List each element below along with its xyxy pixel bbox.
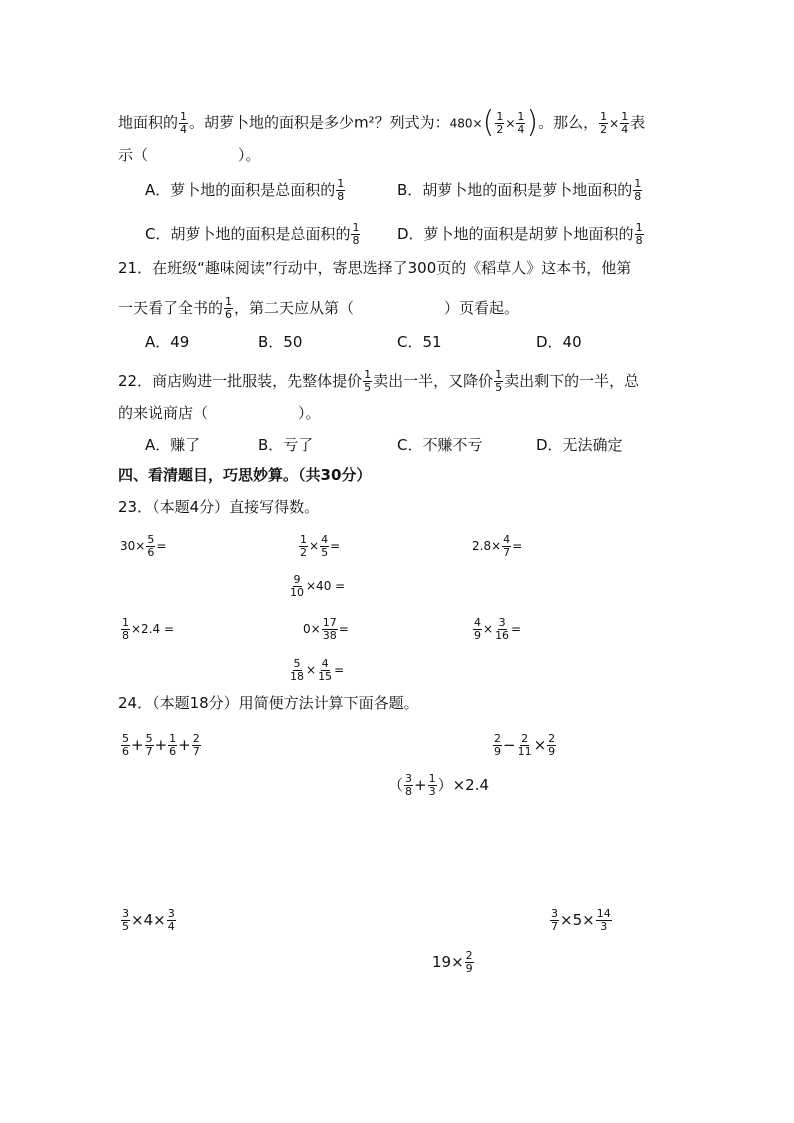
q24-expr-4[interactable]: $\frac{3}{5}$ ×4× $\frac{3}{4}$ [122, 907, 175, 933]
q24-expr-5[interactable]: $\frac{3}{7}$ ×5× $\frac{14}{3}$ [551, 907, 611, 933]
q23-expr-5[interactable]: $\frac{1}{8}$ ×2.4 = [122, 616, 175, 642]
q23-expr-1[interactable]: 30× $\frac{5}{6}$ = [120, 533, 167, 559]
q21-option-c[interactable]: C．51 [397, 333, 442, 351]
q20-option-b[interactable]: B．胡萝卜地的面积是萝卜地面积的 $\frac{1}{8}$ [397, 177, 642, 203]
q23-expr-7[interactable]: $\frac{4}{9}$ × $\frac{3}{16}$ = [474, 616, 522, 642]
q21-option-a[interactable]: A．49 [145, 333, 190, 351]
q22-line1: 22．商店购进一批服装，先整体提价 $\frac{1}{5}$ 卖出一半，又降价 $\frac{1}{5}$ 卖出剩下的一半，总 [118, 368, 640, 394]
section-heading: 四、看清题目，巧思妙算。（共30分） [118, 466, 372, 484]
q22-option-b[interactable]: B．亏了 [258, 436, 314, 454]
q23-title: 23．（本题4分）直接写得数。 [118, 498, 320, 516]
q24-expr-2[interactable]: $\frac{2}{9}$ − $\frac{2}{11}$ × $\frac{2}{9}$ [494, 732, 556, 758]
q24-expr-1[interactable]: $\frac{5}{6}$ + $\frac{5}{7}$ + $\frac{1}{6}$ + $\frac{2}{7}$ [122, 732, 200, 758]
q24-expr-3[interactable]: （ $\frac{3}{8}$ + $\frac{1}{3}$ ）×2.4 [388, 772, 490, 798]
q21-option-d[interactable]: D．40 [536, 333, 582, 351]
q20-option-c[interactable]: C．胡萝卜地的面积是总面积的 $\frac{1}{8}$ [145, 221, 360, 247]
q23-expr-3[interactable]: 2.8× $\frac{4}{7}$ = [472, 533, 523, 559]
q23-expr-6[interactable]: 0× $\frac{17}{38}$ = [303, 616, 349, 642]
q23-expr-2[interactable]: $\frac{1}{2}$ × $\frac{4}{5}$ = [300, 533, 341, 559]
q22-line2: 的来说商店（ ）。 [118, 404, 321, 422]
q20-line2: 示（ ）。 [118, 146, 261, 164]
q21-line1: 21．在班级“趣味阅读”行动中，寄思选择了300页的《稻草人》这本书，他第 [118, 259, 632, 277]
right-paren: ) [526, 105, 539, 140]
q20-line1: 地面积的 $\frac{1}{4}$ 。胡萝卜地的面积是多少m²？列式为：480×( $\frac{1}{2}$ × $\frac{1}{4}$ )。那么， $\frac{1}{2}$ × $\frac{1}{4}$ 表 [118, 105, 646, 140]
q22-option-d[interactable]: D．无法确定 [536, 436, 623, 454]
q21-line2: 一天看了全书的 $\frac{1}{6}$ ，第二天应从第（ ）页看起。 [118, 295, 520, 321]
q22-option-c[interactable]: C．不赚不亏 [397, 436, 483, 454]
fraction-1-4: $\frac{1}{4}$ [180, 109, 188, 136]
q23-expr-8[interactable]: $\frac{5}{18}$ × $\frac{4}{15}$ = [290, 657, 345, 683]
q21-option-b[interactable]: B．50 [258, 333, 303, 351]
q20-option-a[interactable]: A．萝卜地的面积是总面积的 $\frac{1}{8}$ [145, 177, 345, 203]
q24-expr-6[interactable]: 19× $\frac{2}{9}$ [432, 949, 473, 975]
q23-expr-4[interactable]: $\frac{9}{10}$ ×40 = [290, 573, 346, 599]
q22-option-a[interactable]: A．赚了 [145, 436, 201, 454]
left-paren: ( [482, 105, 495, 140]
q20-option-d[interactable]: D．萝卜地的面积是胡萝卜地面积的 $\frac{1}{8}$ [397, 221, 643, 247]
q24-title: 24．（本题18分）用简便方法计算下面各题。 [118, 694, 419, 712]
